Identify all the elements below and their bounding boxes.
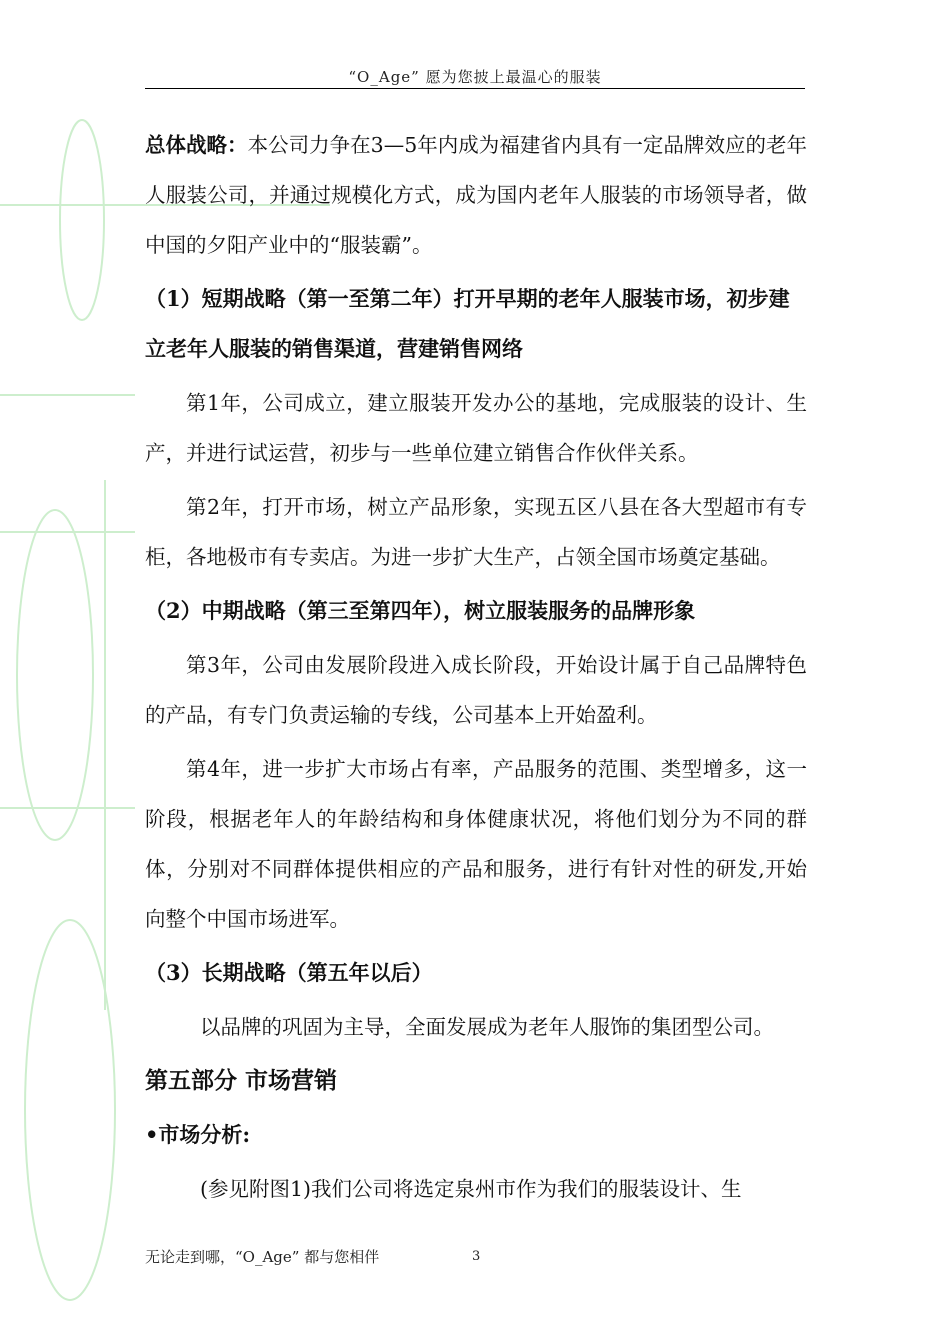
mid-term-heading: （2）中期战略（第三至第四年），树立服装服务的品牌形象 — [145, 598, 696, 623]
page-footer: 无论走到哪，“O_Age” 都与您相伴 — [145, 1248, 380, 1266]
section-heading: 第五部分 市场营销 — [145, 1067, 338, 1094]
year-2-paragraph: 第2年，打开市场，树立产品形象，实现五区八县在各大型超市有专柜，各地极市有专卖店。为进一步扩大生产，占领全国市场奠定基础。 — [145, 495, 807, 569]
short-term-heading: （1）短期战略（第一至第二年）打开早期的老年人服装市场，初步建立老年人服装的销售渠道，营建销售网络 — [145, 286, 790, 361]
long-term-heading: （3）长期战略（第五年以后） — [145, 960, 433, 985]
overall-strategy-label: 总体战略： — [145, 133, 248, 157]
overall-strategy-text: 本公司力争在3—5年内成为福建省内具有一定品牌效应的老年人服装公司，并通过规模化方式，成为国内老年人服装的市场领导者，做中国的夕阳产业中的“服装霸”。 — [145, 133, 808, 257]
header-divider — [145, 88, 805, 89]
document-body — [145, 120, 807, 1218]
page-header: “O_Age” 愿为您披上最温心的服装 — [348, 68, 602, 86]
market-analysis-paragraph: (参见附图1)我们公司将选定泉州市作为我们的服装设计、生 — [200, 1177, 742, 1201]
year-1-paragraph: 第1年，公司成立，建立服装开发办公的基地，完成服装的设计、生产，并进行试运营，初步与一些单位建立销售合作伙伴关系。 — [145, 391, 807, 465]
year-3-paragraph: 第3年，公司由发展阶段进入成长阶段，开始设计属于自己品牌特色的产品，有专门负责运输的专线，公司基本上开始盈利。 — [145, 653, 807, 727]
page-number: 3 — [472, 1249, 481, 1264]
overall-strategy-paragraph — [145, 120, 807, 270]
market-analysis-bullet: •市场分析: — [145, 1122, 251, 1147]
long-term-paragraph: 以品牌的巩固为主导，全面发展成为老年人服饰的集团型公司。 — [200, 1015, 774, 1039]
year-4-paragraph: 第4年，进一步扩大市场占有率，产品服务的范围、类型增多，这一阶段，根据老年人的年龄结构和身体健康状况，将他们划分为不同的群体，分别对不同群体提供相应的产品和服务，进行有针对性的研发,开始向整个中国市场进军。 — [145, 757, 807, 931]
